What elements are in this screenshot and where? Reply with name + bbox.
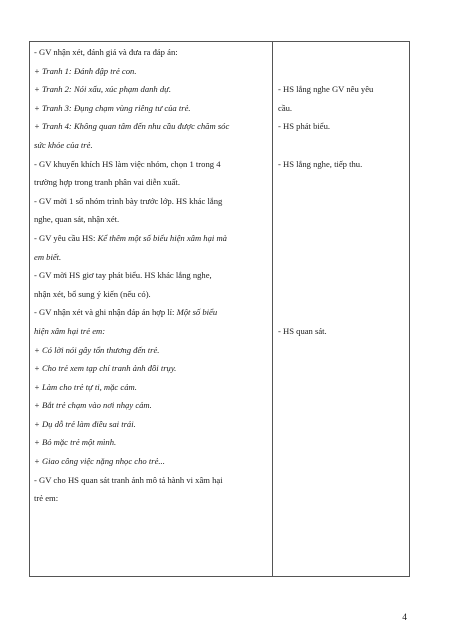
teacher-line-text: - GV mời 1 số nhóm trình bày trước lớp. HS khác lắng [34,195,223,206]
teacher-line-text: + Có lời nói gây tổn thương đến trẻ. [34,344,160,355]
student-line: - HS lắng nghe, tiếp thu. [278,158,363,169]
teacher-line [34,433,268,452]
teacher-line-text: - GV khuyến khích HS làm việc nhóm, chọn 1 trong 4 [34,158,221,169]
teacher-line [34,192,268,211]
teacher-line [34,303,268,322]
teacher-line-text: - GV nhận xét và ghi nhận đáp án hợp lí: [34,307,177,318]
teacher-line-text: + Tranh 4: Không quan tâm đến nhu cầu được chăm sóc [34,121,230,132]
teacher-line-text: nghe, quan sát, nhận xét. [34,214,120,225]
teacher-line-text: - GV cho HS quan sát tranh ảnh mô tả hành vi xâm hại [34,474,223,485]
teacher-line [34,173,268,192]
teacher-line [34,117,268,136]
teacher-line-text: - GV mời HS giơ tay phát biểu. HS khác lắng nghe, [34,270,212,281]
teacher-line-italic-text: Một số biểu [176,307,218,318]
teacher-line-text: em biết. [34,251,62,262]
student-line [278,173,406,192]
teacher-line-text: - GV yêu cầu HS: [34,232,98,243]
column-divider [272,42,273,576]
student-line [278,136,406,155]
teacher-line [34,136,268,155]
teacher-line [34,155,268,174]
student-activity-column [278,43,406,341]
teacher-line [34,248,268,267]
teacher-line [34,210,268,229]
teacher-line [34,322,268,341]
teacher-line [34,99,268,118]
teacher-line [34,471,268,490]
student-line [278,62,406,81]
teacher-line-text: hiện xâm hại trẻ em: [34,325,106,336]
teacher-line-text: + Tranh 1: Đánh đập trẻ con. [34,65,137,76]
student-line [278,303,406,322]
teacher-line-text: sức khỏe của trẻ. [34,139,93,150]
teacher-line [34,80,268,99]
teacher-line [34,266,268,285]
teacher-line [34,62,268,81]
teacher-line-text: + Làm cho trẻ tự ti, mặc cảm. [34,381,137,392]
teacher-line-text: + Giao công việc nặng nhọc cho trẻ... [34,456,165,467]
teacher-line [34,452,268,471]
student-line: cầu. [278,102,293,113]
teacher-line-text: + Tranh 2: Nói xấu, xúc phạm danh dự. [34,84,172,95]
teacher-line [34,359,268,378]
student-line [278,248,406,267]
teacher-line [34,378,268,397]
teacher-line-text: + Dụ dỗ trẻ làm điều sai trái. [34,418,136,429]
teacher-line-italic-text: Kể thêm một số biểu hiện xâm hại mà [97,232,227,243]
teacher-line [34,285,268,304]
student-line: - HS phát biểu. [278,121,331,132]
teacher-line-text: + Cho trẻ xem tạp chí tranh ảnh đồi trụy. [34,363,177,374]
student-line: - HS lắng nghe GV nêu yêu [278,84,374,95]
teacher-activity-column [34,43,268,508]
teacher-line-text: nhận xét, bổ sung ý kiến (nếu có). [34,288,151,299]
teacher-line-text: trường hợp trong tranh phân vai diễn xuất. [34,177,180,188]
teacher-line-text: + Bỏ mặc trẻ một mình. [34,437,117,448]
lesson-table [29,41,410,577]
teacher-line-text: + Tranh 3: Đụng chạm vùng riêng tư của trẻ. [34,102,191,113]
teacher-line [34,43,268,62]
page-number: 4 [402,613,407,623]
teacher-line [34,229,268,248]
teacher-line [34,396,268,415]
student-line [278,43,406,62]
student-line [278,210,406,229]
teacher-line [34,341,268,360]
teacher-line-text: trẻ em: [34,493,59,504]
student-line: - HS quan sát. [278,325,327,336]
student-line [278,285,406,304]
teacher-line-text: + Bắt trẻ chạm vào nơi nhạy cảm. [34,400,152,411]
student-line [278,192,406,211]
student-line [278,229,406,248]
teacher-line-text: - GV nhận xét, đánh giá và đưa ra đáp án: [34,47,178,57]
teacher-line [34,415,268,434]
teacher-line [34,489,268,508]
student-line [278,266,406,285]
